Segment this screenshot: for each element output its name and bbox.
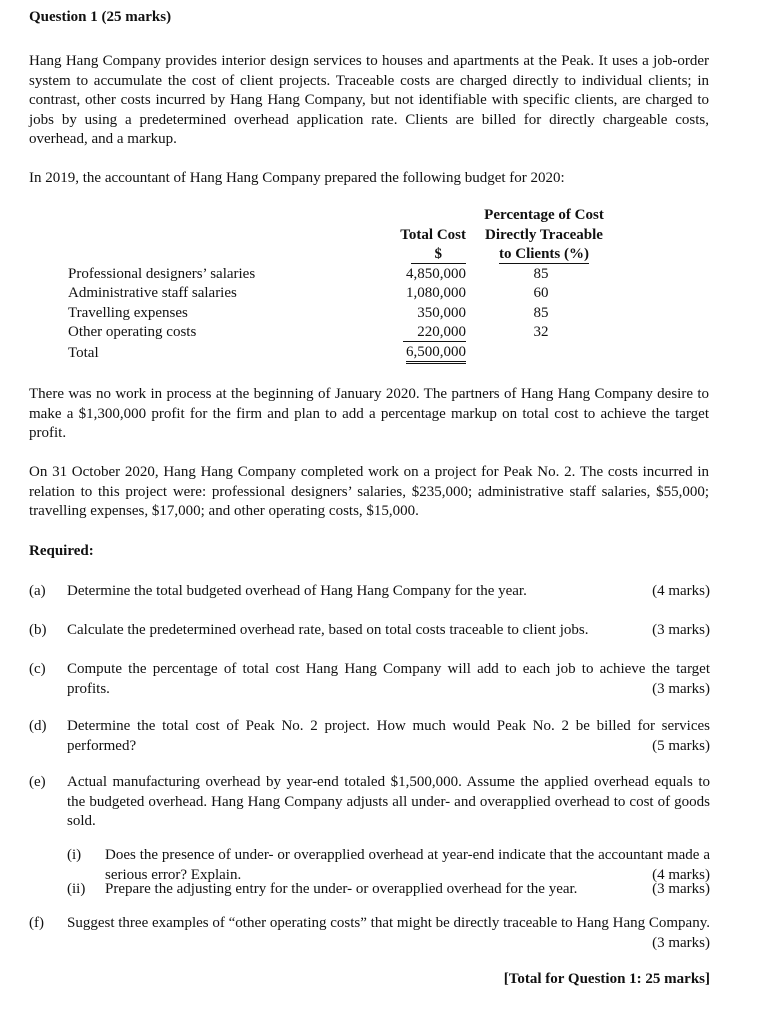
budget-table	[68, 206, 616, 364]
marks: (5 marks)	[652, 737, 710, 754]
question-label: (e)	[29, 774, 46, 790]
wip-paragraph: There was no work in process at the beginning of January 2020. The partners of Hang Hang Company desire to make a $1,300,000 profit for the firm and plan to add a percentage markup on total cost to achieve the target profit.	[29, 386, 709, 441]
question-text: Determine the total budgeted overhead of Hang Hang Company for the year.	[67, 583, 527, 599]
row-pct: 32	[533, 324, 549, 340]
question-label: (d)	[29, 718, 47, 734]
cost-header-line2: $	[411, 245, 467, 264]
question-text: Suggest three examples of “other operating costs” that might be directly traceable to Hang Hang Company.	[67, 915, 710, 931]
table-row	[68, 304, 616, 324]
question-f	[29, 914, 710, 953]
row-item: Administrative staff salaries	[68, 285, 237, 301]
table-row	[68, 265, 616, 285]
table-row	[68, 323, 616, 343]
marks: (4 marks)	[652, 583, 710, 599]
row-item: Other operating costs	[68, 324, 197, 340]
question-text: Determine the total cost of Peak No. 2 project. How much would Peak No. 2 be billed for services performed?	[67, 718, 710, 754]
question-text: Does the presence of under- or overapplied overhead at year-end indicate that the accountant made a serious error? Explain.	[105, 847, 710, 883]
question-d	[29, 717, 710, 756]
marks: (3 marks)	[652, 934, 710, 951]
marks: (4 marks)	[652, 866, 710, 883]
row-cost: 220,000	[403, 323, 466, 342]
row-cost: 1,080,000	[406, 285, 466, 301]
question-text: Actual manufacturing overhead by year-end totaled $1,500,000. Assume the applied overhead equals to the budgeted overhead. Hang Hang Company adjusts all under- and overapplied overhead to cost of goods sold.	[67, 774, 710, 829]
row-pct: 85	[533, 265, 549, 282]
pct-header-line1: Percentage of Cost	[484, 207, 604, 223]
total-marks: [Total for Question 1: 25 marks]	[503, 971, 710, 987]
row-cost-total: 6,500,000	[406, 343, 466, 364]
budget-intro: In 2019, the accountant of Hang Hang Company prepared the following budget for 2020:	[29, 170, 565, 186]
required-heading: Required:	[29, 543, 94, 559]
cost-header-line1: Total Cost	[400, 226, 466, 243]
question-b	[29, 621, 710, 641]
row-item: Total	[68, 345, 99, 361]
marks: (3 marks)	[652, 622, 710, 638]
question-text: Compute the percentage of total cost Hang Hang Company will add to each job to achieve the target profits.	[67, 661, 710, 697]
question-label: (b)	[29, 622, 47, 638]
intro-paragraph: Hang Hang Company provides interior design services to houses and apartments at the Peak. It uses a job-order system to accumulate the cost of client projects. Traceable costs are charged directly to individual clients; in contrast, other costs incurred by Hang Hang Company, but not identifiable with specific clients, are charged to jobs by using a predetermined overhead application rate. Clients are billed for directly chargeable costs, overhead, and a markup.	[29, 53, 709, 147]
row-cost: 350,000	[417, 304, 466, 321]
row-pct: 60	[533, 285, 549, 301]
question-e-ii	[67, 880, 710, 900]
marks: (3 marks)	[652, 881, 710, 897]
question-label: (a)	[29, 583, 46, 599]
marks: (3 marks)	[652, 680, 710, 697]
table-row	[68, 284, 616, 304]
question-label: (c)	[29, 661, 46, 677]
question-text: Calculate the predetermined overhead rate, based on total costs traceable to client jobs.	[67, 622, 589, 638]
row-cost: 4,850,000	[406, 265, 466, 282]
question-e	[29, 773, 710, 832]
question-label: (ii)	[67, 881, 86, 897]
question-label: (i)	[67, 847, 82, 863]
question-label: (f)	[29, 915, 44, 931]
question-heading: Question 1 (25 marks)	[29, 9, 172, 25]
pct-header-line2: Directly Traceable	[485, 226, 603, 243]
row-pct: 85	[533, 304, 549, 321]
question-a	[29, 582, 710, 602]
question-text: Prepare the adjusting entry for the under- or overapplied overhead for the year.	[105, 881, 578, 897]
table-row-total	[68, 343, 616, 364]
project-paragraph: On 31 October 2020, Hang Hang Company completed work on a project for Peak No. 2. The costs incurred in relation to this project were: professional designers’ salaries, $235,000; administrative staff salaries, $55,000; travelling expenses, $17,000; and other operating costs, $15,000.	[29, 464, 709, 519]
pct-header-line3: to Clients (%)	[499, 246, 589, 262]
row-pct	[466, 343, 616, 364]
row-item: Professional designers’ salaries	[68, 265, 256, 282]
row-item: Travelling expenses	[68, 304, 188, 321]
question-c	[29, 660, 710, 699]
